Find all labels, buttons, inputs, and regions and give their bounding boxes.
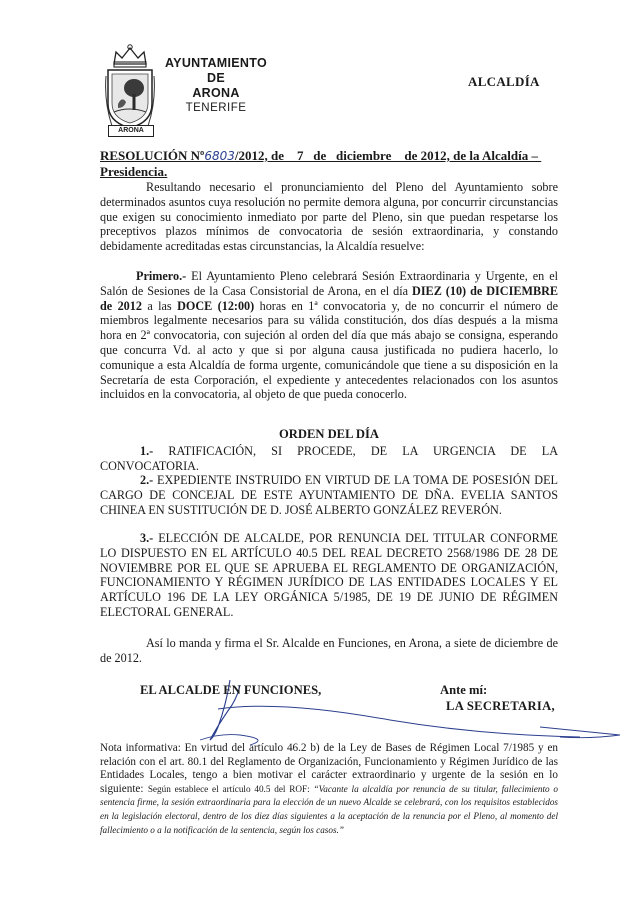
arona-coat-of-arms-icon xyxy=(104,42,156,134)
agenda-item-number: 1.- xyxy=(140,444,154,458)
mayor-signature-label: EL ALCALDE EN FUNCIONES, xyxy=(140,683,322,697)
resolution-title xyxy=(100,148,560,180)
session-date: DIEZ (10) de DICIEMBRE de 2012 xyxy=(100,283,559,313)
primero-paragraph xyxy=(100,269,558,402)
agenda-item-text: RATIFICACIÓN, SI PROCEDE, DE LA URGENCIA DE LA CONVOCATORIA. xyxy=(100,444,558,473)
primero-text-b: a las xyxy=(141,298,178,313)
resolution-prefix: RESOLUCIÓN Nº xyxy=(100,148,205,163)
org-line-2: DE xyxy=(207,71,225,85)
resolution-rest: /2012, de 7 de diciembre de 2012, de la Alcaldía – Presidencia. xyxy=(100,148,542,179)
org-line-4: TENERIFE xyxy=(185,102,247,114)
note-main-text: Nota informativa: En virtud del artículo 46.2 b) de la Ley de Bases de Régimen Local 7/1985 y en relación con el art. 80.1 del Reglamento de Organización, Funcionamiento y Régimen Jurídico de las Entidades Locales, tengo a bien motivar el carácter extraordinario y urgente de la sesión en lo siguiente: xyxy=(100,742,558,795)
before-me-label: Ante mí: xyxy=(440,683,488,697)
agenda-item xyxy=(100,444,558,474)
agenda-title: ORDEN DEL DÍA xyxy=(278,427,380,441)
informative-note xyxy=(100,742,558,837)
agenda-item xyxy=(100,531,558,620)
crest-banner xyxy=(108,125,154,137)
intro-paragraph: Resultando necesario el pronunciamiento del Pleno del Ayuntamiento sobre determinados asuntos cuya resolución no permite demora alguna, por concurrir circunstancias que exigen su conocimiento inmediato por parte del Pleno, sin que puedan respetarse los preceptivos plazos mínimos de convocatoria de sesión extraordinaria, y constando debidamente acreditadas estas circunstancias, la Alcaldía resuelve: xyxy=(100,180,558,254)
note-reference: Según establece el artículo 40.5 del ROF: xyxy=(147,783,314,794)
session-time: DOCE (12:00) xyxy=(177,298,255,313)
closing-paragraph: Así lo manda y firma el Sr. Alcalde en Funciones, en Arona, a siete de diciembre de de 2012. xyxy=(100,636,558,665)
primero-text-a: El Ayuntamiento Pleno celebrará Sesión Extraordinaria y Urgente, en el Salón de Sesiones de la Casa Consistorial de Arona, en el día xyxy=(100,269,558,298)
primero-text-c: horas en 1ª convocatoria y, de no concurrir el número de miembros legalmente necesarios para su válida constitución, dos días después a la misma hora en 2ª convocatoria, con sujeción al orden del día que más abajo se consigna, esperando que concurra Vd. al acto y que si por alguna causa justificada no pudiera hacerlo, lo comunique a esta Alcaldía de forma urgente, comunicándole que tiene a su disposición en la Secretaría de esta Corporación, el expediente y antecedentes relacionados con los asuntos incluidos en la convocatoria, al objeto de que pueda conocerlo. xyxy=(100,298,558,402)
agenda-item-text: EXPEDIENTE INSTRUIDO EN VIRTUD DE LA TOMA DE POSESIÓN DEL CARGO DE CONCEJAL DE ESTE AYUNTAMIENTO DE DÑA. EVELIA SANTOS CHINEA EN SUSTITUCIÓN DE D. JOSÉ ALBERTO GONZÁLEZ REVERÓN. xyxy=(100,473,558,517)
resolution-number: 6803 xyxy=(204,149,235,163)
note-quote: “Vacante la alcaldía por renuncia de su titular, fallecimiento o sentencia firme, la sesión extraordinaria para la elección de un nuevo Alcalde se celebrará, con los requisitos establecidos en la legislación electoral, dentro de los diez días siguientes a la aceptación de la renuncia por el Pleno, al momento del fallecimiento o a la notificación de la sentencia, según los casos.” xyxy=(100,783,558,835)
secretary-signature-label: LA SECRETARIA, xyxy=(446,699,555,713)
agenda-item-number: 2.- xyxy=(140,473,154,487)
organization-name xyxy=(165,56,267,116)
office-heading: ALCALDÍA xyxy=(468,74,540,89)
org-line-3: ARONA xyxy=(192,86,240,100)
primero-label: Primero.- xyxy=(136,269,187,283)
crest-banner-text: ARONA xyxy=(118,127,144,134)
agenda-item xyxy=(100,473,558,517)
org-line-1: AYUNTAMIENTO xyxy=(165,56,267,70)
agenda-item-text: ELECCIÓN DE ALCALDE, POR RENUNCIA DEL TITULAR CONFORME LO DISPUESTO EN EL ARTÍCULO 40.5 DEL REAL DECRETO 2568/1986 DE 28 DE NOVIEMBRE POR EL QUE SE APRUEBA EL REGLAMENTO DE ORGANIZACIÓN, FUNCIONAMIENTO Y RÉGIMEN JURÍDICO DE LAS ENTIDADES LOCALES Y EL ARTÍCULO 196 DE LA LEY ORGÁNICA 5/1985, DE 19 DE JUNIO DE RÉGIMEN ELECTORAL GENERAL. xyxy=(100,531,558,619)
agenda-item-number: 3.- xyxy=(140,531,154,545)
